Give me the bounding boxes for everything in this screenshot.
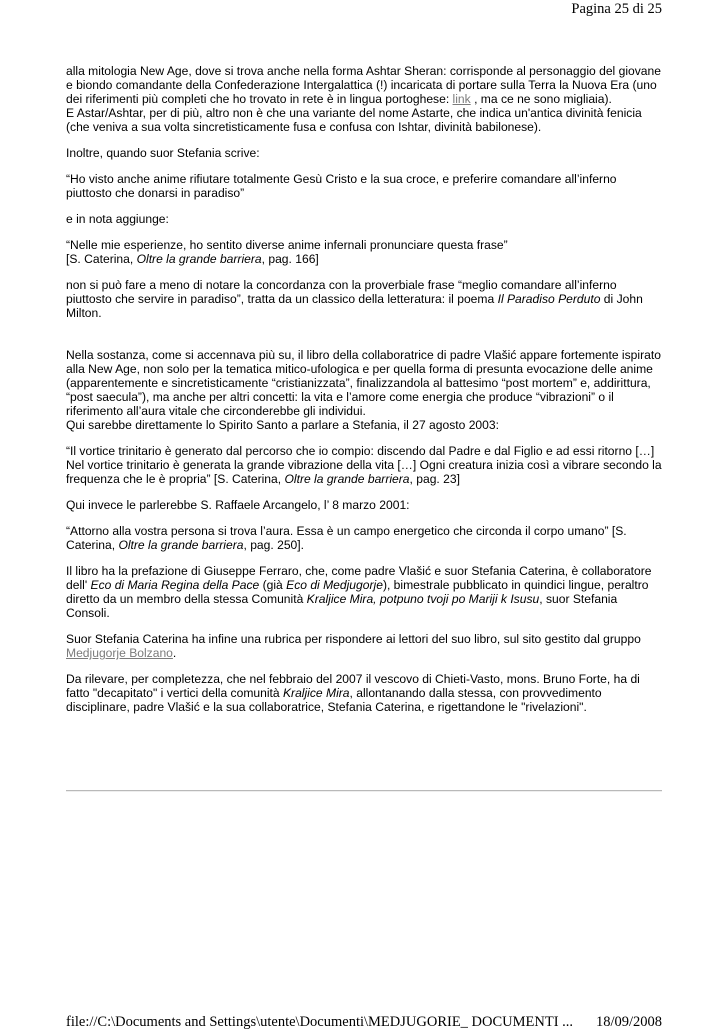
paragraph-ashtar: alla mitologia New Age, dove si trova anche nella forma Ashtar Sheran: corrisponde al personaggio del giovane e biondo comandante della Confederazione Intergalattica (!) incaricata di portare sulla Terra la Nuova Era (uno dei riferimenti più completi che ho trovato in rete è in lingua portoghese: link , ma ce ne sono migliaia). [66,64,661,106]
quote-esperienze: “Nelle mie esperienze, ho sentito diverse anime infernali pronunciare questa frase” [S. Caterina, Oltre la grande barriera, pag. 166] [66,238,508,266]
horizontal-divider [66,790,662,792]
document-body [66,64,663,726]
quote-vortice: “Il vortice trinitario è generato dal percorso che io compio: discendo dal Padre e dal Figlio e ad essi ritorno […] Nel vortice trinitario è generata la grande vibrazione della vita […] Ogni creatura inizia così a vibrare secondo la frequenza che le è propria” [S. Caterina, Oltre la grande barriera, pag. 23] [66,444,662,486]
paragraph-astarte: E Astar/Ashtar, per di più, altro non è che una variante del nome Astarte, che indica un'antica divinità fenicia (che veniva a sua volta sincretisticamente fusa e confusa con Ishtar, divinità babilonese). [66,106,642,134]
paragraph-inoltre: Inoltre, quando suor Stefania scrive: [66,146,260,160]
paragraph-rubrica: Suor Stefania Caterina ha infine una rubrica per rispondere ai lettori del suo libro, sul sito gestito dal gruppo Medjugorje Bolzano. [66,632,641,660]
file-path: file://C:\Documents and Settings\utente\Documenti\MEDJUGORIE_ DOCUMENTI ... [66,1014,574,1030]
paragraph-prefazione: Il libro ha la prefazione di Giuseppe Ferraro, che, come padre Vlašić e suor Stefania Caterina, è collaboratore dell' Eco di Maria Regina della Pace (già Eco di Medjugorje), bimestrale pubblicato in quindici lingue, peraltro diretto da un membro della stessa Comunità Kraljice Mira, potpuno tvoji po Mariji k Isusu, suor Stefania Consoli. [66,564,652,620]
print-date: 18/09/2008 [595,1014,662,1030]
portuguese-link[interactable]: link [452,92,471,106]
paragraph-nota: e in nota aggiunge: [66,212,169,226]
quote-aura: “Attorno alla vostra persona si trova l’aura. Essa è un campo energetico che circonda il corpo umano” [S. Caterina, Oltre la grande barriera, pag. 250]. [66,524,627,552]
quote-anime: “Ho visto anche anime rifiutare totalmente Gesù Cristo e la sua croce, e preferire comandare all’inferno piuttosto che donarsi in paradiso” [66,172,617,200]
paragraph-spirito-santo: Qui sarebbe direttamente lo Spirito Santo a parlare a Stefania, il 27 agosto 2003: [66,418,499,432]
paragraph-milton: non si può fare a meno di notare la concordanza con la proverbiale frase “meglio comandare all’inferno piuttosto che servire in paradiso”, tratta da un classico della letteratura: il poema Il Paradiso Perduto di John Milton. [66,278,643,320]
medjugorje-bolzano-link[interactable]: Medjugorje Bolzano [66,646,173,660]
page-footer [66,1014,662,1031]
page-number-header: Pagina 25 di 25 [571,1,662,17]
paragraph-vescovo: Da rilevare, per completezza, che nel febbraio del 2007 il vescovo di Chieti-Vasto, mons. Bruno Forte, ha di fatto "decapitato" i vertici della comunità Kraljice Mira, allontanando dalla stessa, con provvedimento disciplinare, padre Vlašić e la sua collaboratrice, Stefania Caterina, e rigettandone le "rivelazioni". [66,672,640,714]
paragraph-raffaele: Qui invece le parlerebbe S. Raffaele Arcangelo, l’ 8 marzo 2001: [66,498,410,512]
paragraph-new-age: Nella sostanza, come si accennava più su, il libro della collaboratrice di padre Vlašić appare fortemente ispirato alla New Age, non solo per la tematica mitico-ufologica e per quella forma di presunta evocazione delle anime (apparentemente e sincretisticamente “cristianizzata”, finalizzandola al battesimo “post mortem” e, addirittura, “post saecula”), ma anche per altri concetti: la vita e l’amore come energia che produce “vibrazioni” o il riferimento all’aura vitale che circonderebbe gli individui. [66,348,661,418]
